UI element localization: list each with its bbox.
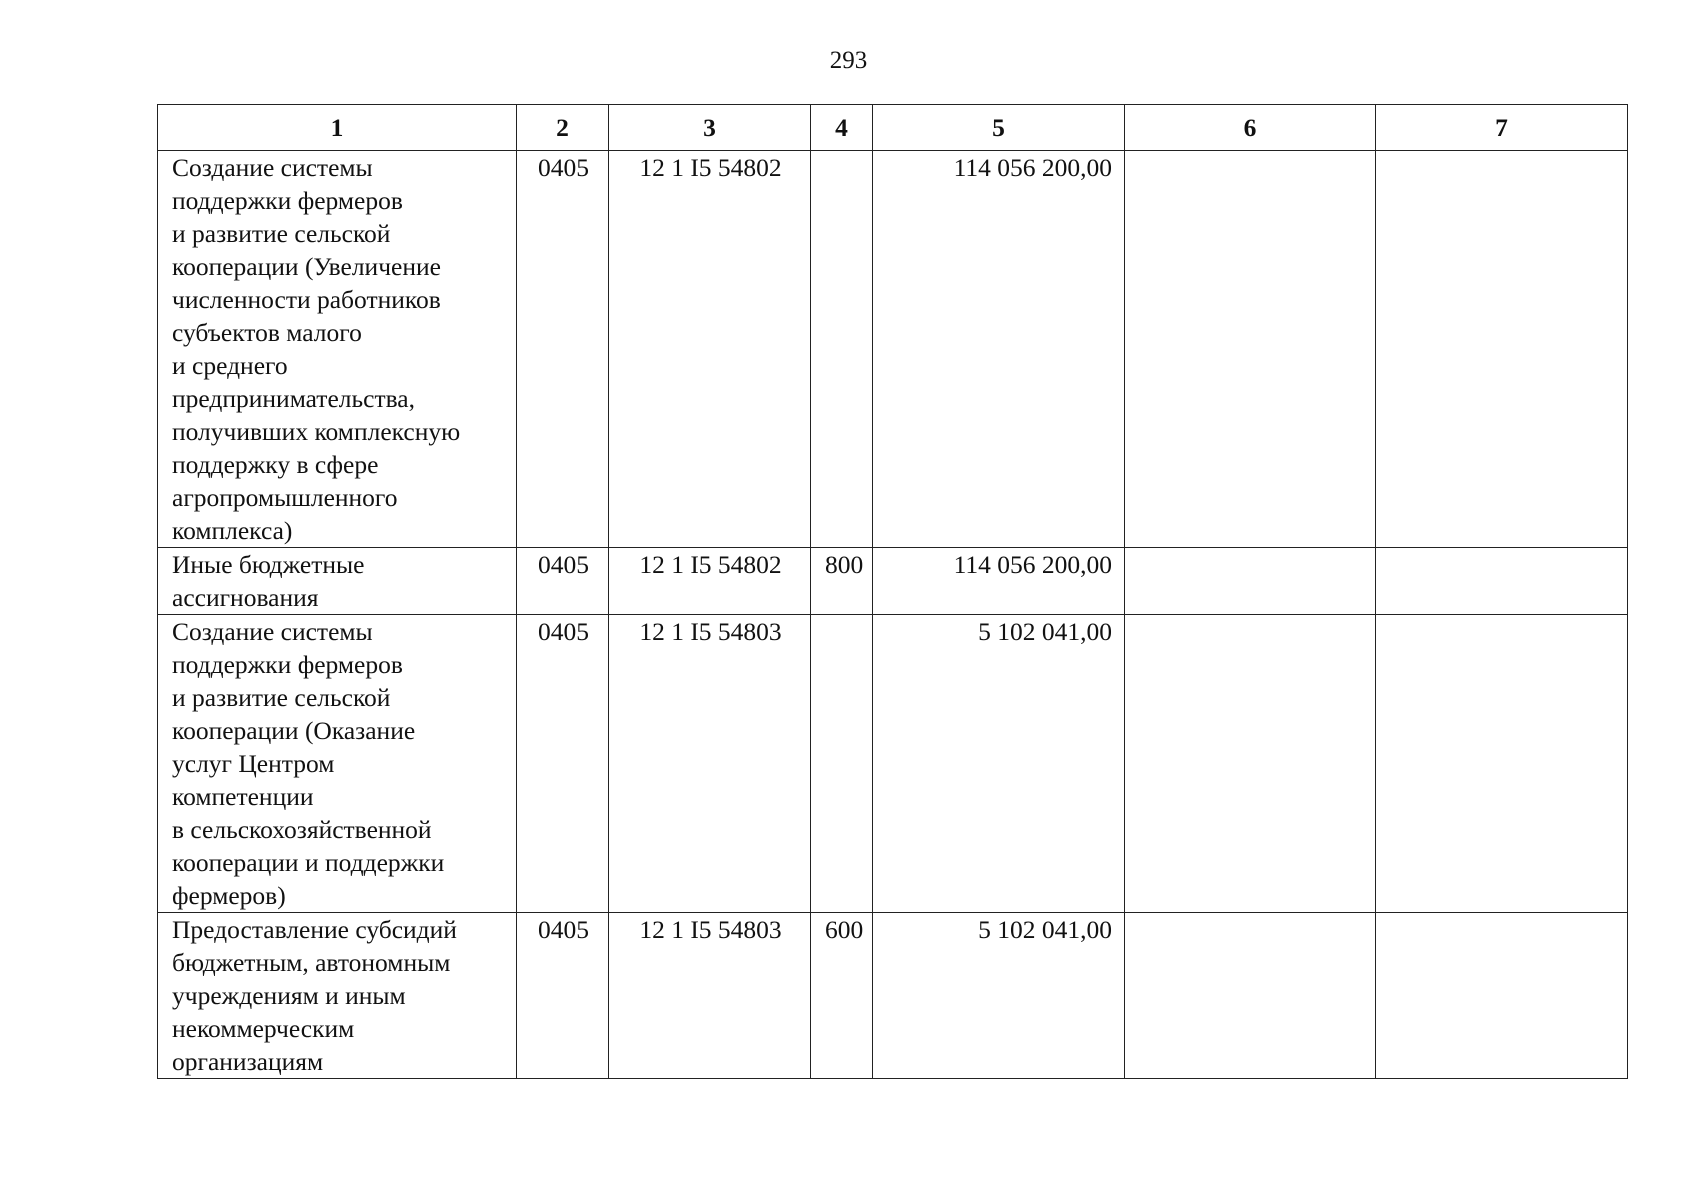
header-col-6: 6 <box>1125 105 1376 151</box>
name-line: бюджетным, автономным <box>172 948 451 977</box>
col6-cell <box>1125 913 1376 1079</box>
row-name-cell <box>158 548 517 615</box>
header-col-7: 7 <box>1376 105 1628 151</box>
expense-type-cell <box>811 615 873 913</box>
col7-cell <box>1376 548 1628 615</box>
header-row <box>158 105 1628 151</box>
article-cell: 12 1 I5 54803 <box>609 913 811 1079</box>
name-line: получивших комплексную <box>172 417 461 446</box>
header-col-1: 1 <box>158 105 517 151</box>
name-line: Иные бюджетные <box>172 550 365 579</box>
row-name-cell <box>158 615 517 913</box>
name-line: услуг Центром <box>172 749 335 778</box>
col6-cell <box>1125 615 1376 913</box>
name-line: организациям <box>172 1047 324 1076</box>
table-row <box>158 151 1628 548</box>
name-line: Создание системы <box>172 153 373 182</box>
name-line: поддержку в сфере <box>172 450 379 479</box>
amount-cell: 114 056 200,00 <box>873 151 1125 548</box>
col7-cell <box>1376 913 1628 1079</box>
col7-cell <box>1376 151 1628 548</box>
name-line: и среднего <box>172 351 288 380</box>
name-line: численности работников <box>172 285 441 314</box>
name-line: предпринимательства, <box>172 384 415 413</box>
header-col-5: 5 <box>873 105 1125 151</box>
article-cell: 12 1 I5 54803 <box>609 615 811 913</box>
page-number: 293 <box>829 47 868 74</box>
name-line: поддержки фермеров <box>172 650 403 679</box>
row-name-cell <box>158 913 517 1079</box>
budget-table <box>157 104 1628 1079</box>
name-line: комплекса) <box>172 516 293 545</box>
header-col-4: 4 <box>811 105 873 151</box>
section-cell: 0405 <box>517 151 609 548</box>
name-line: Создание системы <box>172 617 373 646</box>
col6-cell <box>1125 548 1376 615</box>
name-line: и развитие сельской <box>172 219 391 248</box>
name-line: субъектов малого <box>172 318 362 347</box>
name-line: компетенции <box>172 782 314 811</box>
expense-type-cell <box>811 151 873 548</box>
name-line: учреждениям и иным <box>172 981 406 1010</box>
section-cell: 0405 <box>517 913 609 1079</box>
name-line: кооперации и поддержки <box>172 848 445 877</box>
article-cell: 12 1 I5 54802 <box>609 151 811 548</box>
name-line: поддержки фермеров <box>172 186 403 215</box>
name-line: и развитие сельской <box>172 683 391 712</box>
name-line: кооперации (Оказание <box>172 716 416 745</box>
header-col-2: 2 <box>517 105 609 151</box>
amount-cell: 5 102 041,00 <box>873 615 1125 913</box>
section-cell: 0405 <box>517 548 609 615</box>
expense-type-cell: 600 <box>811 913 873 1079</box>
header-col-3: 3 <box>609 105 811 151</box>
amount-cell: 114 056 200,00 <box>873 548 1125 615</box>
table-row <box>158 548 1628 615</box>
name-line: агропромышленного <box>172 483 398 512</box>
name-line: ассигнования <box>172 583 319 612</box>
name-line: кооперации (Увеличение <box>172 252 441 281</box>
name-line: фермеров) <box>172 881 286 910</box>
name-line: в сельскохозяйственной <box>172 815 432 844</box>
article-cell: 12 1 I5 54802 <box>609 548 811 615</box>
table-row <box>158 615 1628 913</box>
expense-type-cell: 800 <box>811 548 873 615</box>
name-line: Предоставление субсидий <box>172 915 457 944</box>
table-row <box>158 913 1628 1079</box>
col6-cell <box>1125 151 1376 548</box>
section-cell: 0405 <box>517 615 609 913</box>
row-name-cell <box>158 151 517 548</box>
col7-cell <box>1376 615 1628 913</box>
amount-cell: 5 102 041,00 <box>873 913 1125 1079</box>
name-line: некоммерческим <box>172 1014 355 1043</box>
